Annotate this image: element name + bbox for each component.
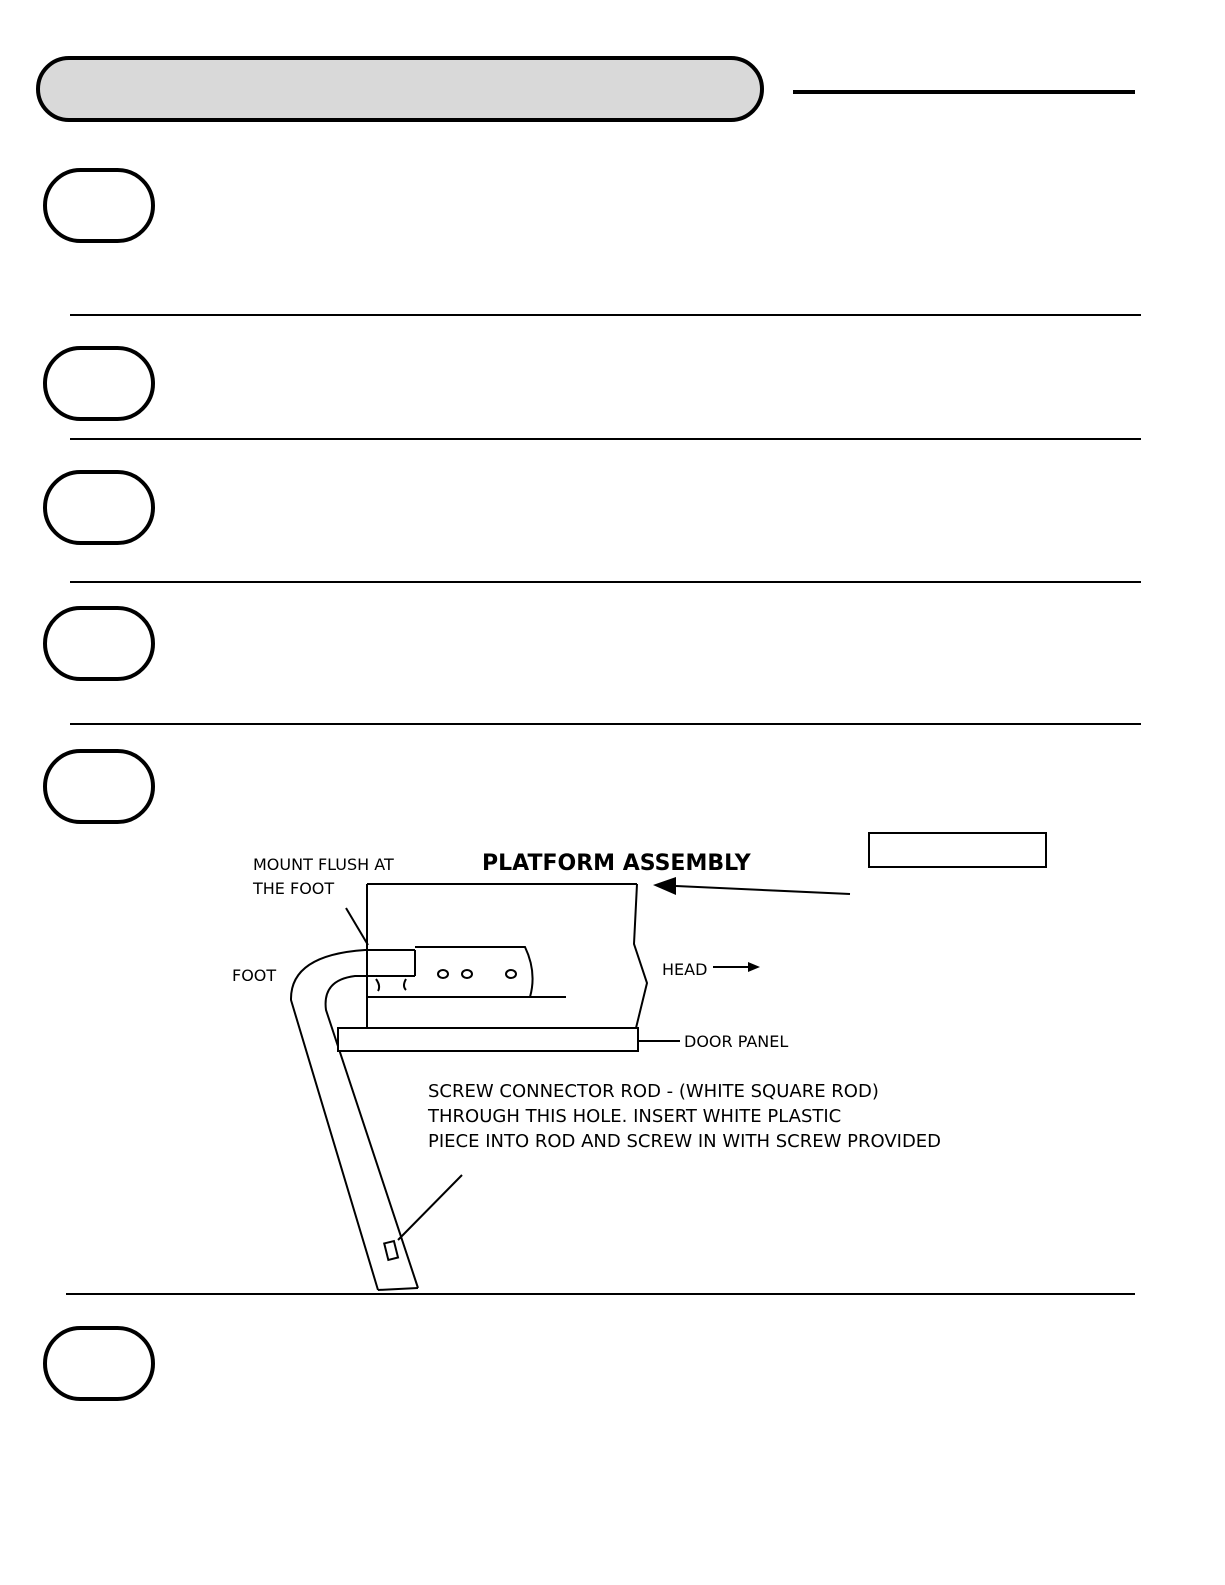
- platform-outline: [367, 884, 647, 1028]
- platform-arrow-head: [653, 877, 676, 895]
- platform-arrow-shaft: [676, 886, 850, 894]
- instruction-text: THROUGH THIS HOLE. INSERT WHITE PLASTIC: [428, 1106, 842, 1127]
- head-arrow-head: [748, 962, 760, 972]
- mount-flush-label: THE FOOT: [253, 879, 335, 898]
- instruction-text: PIECE INTO ROD AND SCREW IN WITH SCREW PROVIDED: [428, 1131, 942, 1152]
- hole-leader: [398, 1175, 462, 1240]
- mount-flush-leader: [346, 908, 368, 945]
- door-panel-label: DOOR PANEL: [684, 1032, 789, 1051]
- diagram-title: PLATFORM ASSEMBLY: [482, 851, 751, 876]
- door-panel: [338, 1028, 638, 1051]
- mount-flush-label: MOUNT FLUSH AT: [253, 855, 394, 874]
- head-label: HEAD: [662, 960, 708, 979]
- foot-label: FOOT: [232, 966, 277, 985]
- cross-tube: [367, 947, 566, 997]
- instruction-text: SCREW CONNECTOR ROD - (WHITE SQUARE ROD): [428, 1081, 879, 1102]
